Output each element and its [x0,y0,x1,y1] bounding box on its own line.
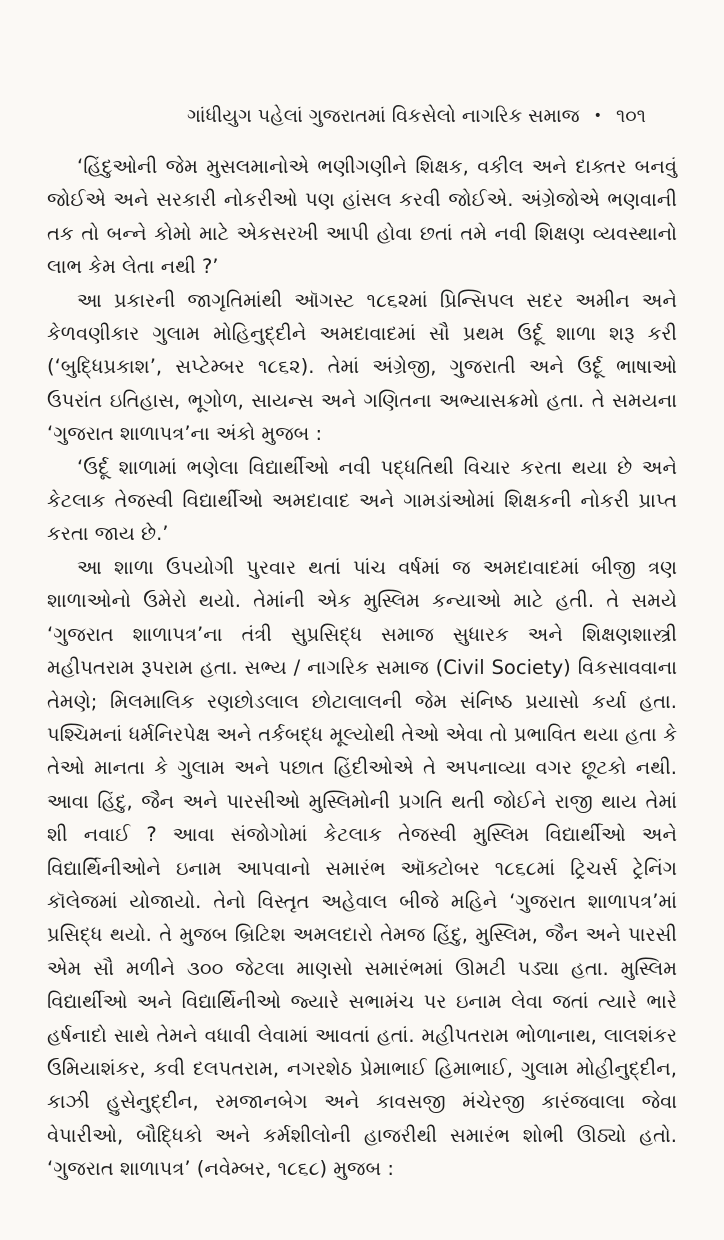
body-text [47,150,677,1186]
paragraph-2: આ પ્રકારની જાગૃતિમાંથી ઑગસ્ટ ૧૮૬૨માં પ્રિન્સિપલ સદર અમીન અને કેળવણીકાર ગુલામ મોહિનુદ્દીને અમદાવાદમાં સૌ પ્રથમ ઉર્દૂ શાળા શરૂ કરી (‘બુદ્ધિપ્રકાશ’, સપ્ટેમ્બર ૧૮૬૨). તેમાં અંગ્રેજી, ગુજરાતી અને ઉર્દૂ ભાષાઓ ઉપરાંત ઇતિહાસ, ભૂગોળ, સાયન્સ અને ગણિતના અભ્યાસક્રમો હતા. તે સમયના ‘ગુજરાત શાળાપત્ર’ના અંકો મુજબ : [47,288,677,446]
header-bullet: • [593,108,602,124]
paragraph-3: આ શાળા ઉપયોગી પુરવાર થતાં પાંચ વર્ષમાં જ અમદાવાદમાં બીજી ત્રણ શાળાઓનો ઉમેરો થયો. તેમાંની એક મુસ્લિમ કન્યાઓ માટે હતી. તે સમયે ‘ગુજરાત શાળાપત્ર’ના તંત્રી સુપ્રસિદ્ધ સમાજ સુધારક અને શિક્ષણશાસ્ત્રી મહીપતરામ રૂપરામ હતા. સભ્ય / નાગરિક સમાજ (Civil Society) વિકસાવવાના તેમણે; મિલમાલિક રણછોડલાલ છોટાલાલની જેમ સંનિષ્ઠ પ્રયાસો કર્યા હતા. પશ્ચિમનાં ધર્મનિરપેક્ષ અને તર્કબદ્ધ મૂલ્યોથી તેઓ એવા તો પ્રભાવિત થયા હતા કે તેઓ માનતા કે ગુલામ અને પછાત હિંદીઓએ તે અપનાવ્યા વગર છૂટકો નથી. આવા હિંદુ, જૈન અને પારસીઓ મુસ્લિમોની પ્રગતિ થતી જોઈને રાજી થાય તેમાં શી નવાઈ ? આવા સંજોગોમાં કેટલાક તેજસ્વી મુસ્લિમ વિદ્યાર્થીઓ અને વિદ્યાર્થિનીઓને ઇનામ આપવાનો સમારંભ ઑક્ટોબર ૧૮૬૮માં ટ્રિચર્સ ટ્રેનિંગ કૉલેજમાં યોજાયો. તેનો વિસ્તૃત અહેવાલ બીજે મહિને ‘ગુજરાત શાળાપત્ર’માં પ્રસિદ્ધ થયો. તે મુજબ બ્રિટિશ અમલદારો તેમજ હિંદુ, મુસ્લિમ, જૈન અને પારસી એમ સૌ મળીને ૩૦૦ જેટલા માણસો સમારંભમાં ઊમટી પડ્યા હતા. મુસ્લિમ વિદ્યાર્થીઓ અને વિદ્યાર્થિનીઓ જ્યારે સભામંચ પર ઇનામ લેવા જતાં ત્યારે ભારે હર્ષનાદો સાથે તેમને વધાવી લેવામાં આવતાં હતાં. મહીપતરામ ભોળાનાથ, લાલશંકર ઉમિયાશંકર, કવી દલપતરામ, નગરશેઠ પ્રેમાભાઈ હિમાભાઈ, ગુલામ મોહીનુદ્દીન, કાઝી હુસેનુદ્દીન, રમજાનબેગ અને કાવસજી મંચેરજી કારંજવાલા જેવા વેપારીઓ, બૌદ્ધિકો અને કર્મશીલોની હાજરીથી સમારંભ શોભી ઊઠ્યો હતો. ‘ગુજરાત શાળાપત્ર’ (નવેમ્બર, ૧૮૬૮) મુજબ : [47,555,677,1181]
page-number: ૧૦૧ [615,105,646,127]
paragraph-quote-1: ‘હિંદુઓની જેમ મુસલમાનોએ ભણીગણીને શિક્ષક, વકીલ અને દાક્તર બનવું જોઈએ અને સરકારી નોકરીઓ પણ હાંસલ કરવી જોઈએ. અંગ્રેજોએ ભણવાની તક તો બન્ને કોમો માટે એકસરખી આપી હોવા છતાં તમે નવી શિક્ષણ વ્યવસ્થાનો લાભ કેમ લેતા નથી ?’ [47,155,677,279]
running-header [187,102,646,130]
paragraph-quote-2: ‘ઉર્દૂ શાળામાં ભણેલા વિદ્યાર્થીઓ નવી પદ્ધતિથી વિચાર કરતા થયા છે અને કેટલાક તેજસ્વી વિદ્યાર્થીઓ અમદાવાદ અને ગામડાંઓમાં શિક્ષકની નોકરી પ્રાપ્ત કરતા જાય છે.’ [47,455,677,546]
running-title: ગાંધીયુગ પહેલાં ગુજરાતમાં વિકસેલો નાગરિક સમાજ [187,105,580,127]
